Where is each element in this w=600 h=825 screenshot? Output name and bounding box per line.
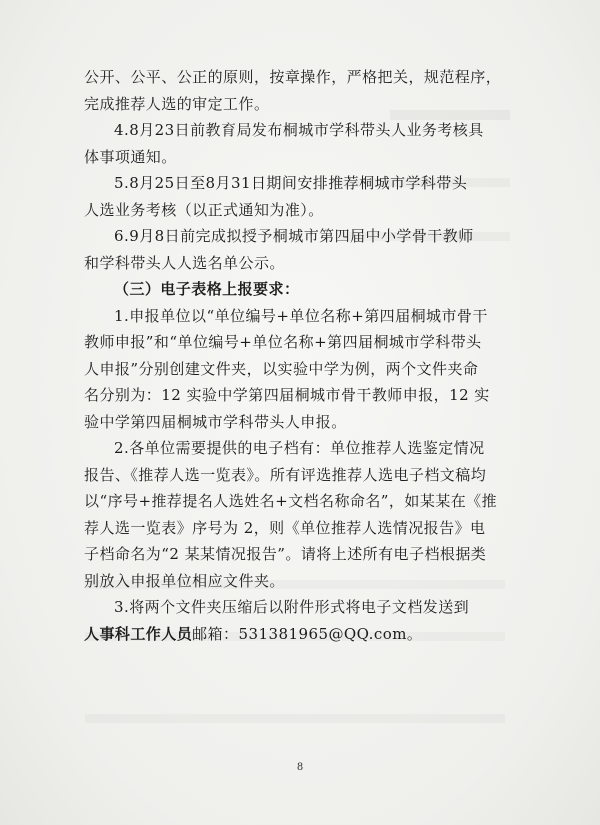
- text-line: 验中学第四届桐城市学科带头人申报。: [84, 412, 347, 431]
- text-line: 2.各单位需要提供的电子档有：单位推荐人选鉴定情况: [114, 439, 485, 457]
- text-line: 以“序号+推荐提名人选姓名+文档名称命名”，如某某在《推: [84, 492, 498, 510]
- text-line: 和学科带头人人选名单公示。: [84, 253, 285, 272]
- section-heading: （三）电子表格上报要求：: [114, 280, 300, 298]
- text-line: 报告、《推荐人选一览表》。所有评选推荐人选电子档文稿均: [84, 465, 487, 484]
- text-line: 3.将两个文件夹压缩后以附件形式将电子文档发送到: [114, 598, 470, 616]
- document-body: [84, 64, 516, 647]
- paragraph-item-5: [84, 170, 516, 223]
- text-line: 荐人选一览表》序号为 2，则《单位推荐人选情况报告》电: [84, 518, 486, 537]
- email-line: [84, 621, 516, 648]
- text-line: 4.8月23日前教育局发布桐城市学科带头人业务考核具: [114, 121, 484, 139]
- text-line: 完成推荐人选的审定工作。: [84, 94, 270, 113]
- text-line: 6.9月8日前完成拟授予桐城市第四届中小学骨干教师: [114, 227, 474, 245]
- paragraph-item-4: [84, 117, 516, 170]
- text-line: 人选业务考核（以正式通知为准）。: [84, 200, 324, 219]
- bleed-through-shadow: [85, 714, 505, 723]
- text-line: 公开、公平、公正的原则，按章操作，严格把关，规范程序，: [84, 68, 502, 86]
- text-line: 子档命名为“2 某某情况报告”。请将上述所有电子档根据类: [84, 545, 487, 563]
- email-address: 邮箱：531381965@QQ.com。: [192, 624, 423, 643]
- text-line: 人申报”分别创建文件夹，以实验中学为例，两个文件夹命: [84, 359, 479, 378]
- email-label: 人事科工作人员: [84, 624, 193, 643]
- text-line: 5.8月25日至8月31日期间安排推荐桐城市学科带头: [114, 174, 468, 192]
- text-line: 1.申报单位以“单位编号+单位名称+第四届桐城市骨干: [114, 306, 488, 325]
- text-line: 别放入申报单位相应文件夹。: [84, 571, 285, 590]
- paragraph-item-6: [84, 223, 516, 276]
- requirement-item-3: [84, 594, 516, 647]
- requirement-item-2: [84, 435, 516, 594]
- text-line: 教师申报”和“单位编号+单位名称+第四届桐城市学科带头: [84, 333, 482, 351]
- text-line: 名分别为：12 实验中学第四届桐城市骨干教师申报，12 实: [84, 386, 490, 404]
- page-number: 8: [296, 762, 304, 773]
- text-line: 体事项通知。: [84, 147, 177, 166]
- paragraph-continuation: [84, 64, 516, 117]
- requirement-item-1: [84, 303, 516, 436]
